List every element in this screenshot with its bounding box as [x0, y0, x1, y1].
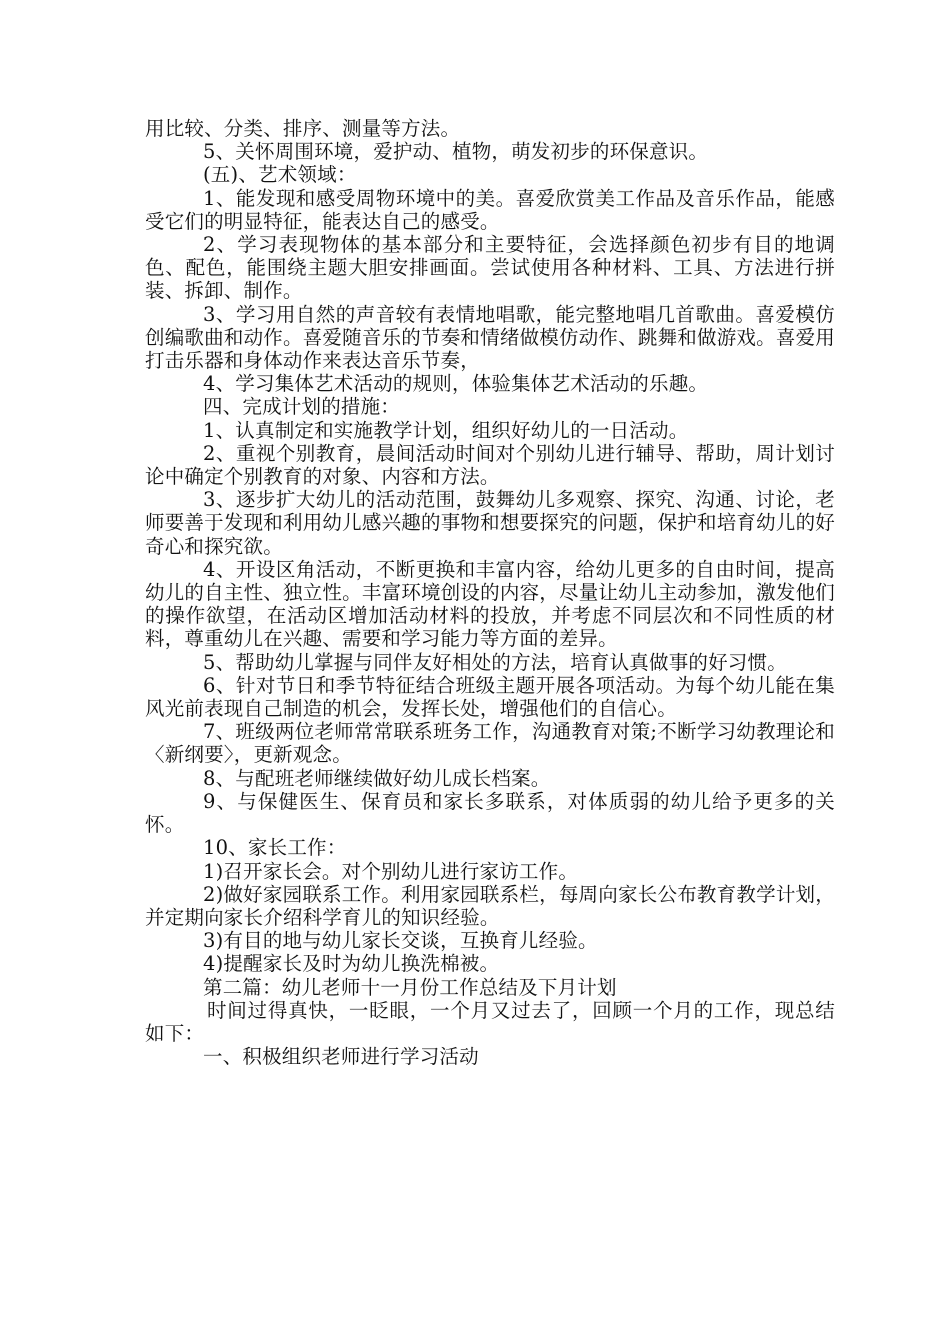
document-body — [145, 117, 835, 1068]
section-heading: (五)、艺术领域： — [203, 163, 357, 187]
paragraph: 3、学习用自然的声音较有表情地唱歌，能完整地唱几首歌曲。喜爱模仿创编歌曲和动作。喜爱随音乐的节奏和情绪做模仿动作、跳舞和做游戏。喜爱用打击乐器和身体动作来表达音乐节奏， — [145, 302, 835, 373]
paragraph: 4、学习集体艺术活动的规则，体验集体艺术活动的乐趣。 — [203, 372, 709, 396]
paragraph: 1)召开家长会。对个别幼儿进行家访工作。 — [203, 859, 579, 883]
paragraph: 5、关怀周围环境，爱护动、植物，萌发初步的环保意识。 — [203, 140, 709, 164]
paragraph: 2)做好家园联系工作。利用家园联系栏，每周向家长公布教育教学计划，并定期向家长介绍科学育儿的知识经验。 — [145, 882, 835, 929]
paragraph: 2、重视个别教育，晨间活动时间对个别幼儿进行辅导、帮助，周计划讨论中确定个别教育的对象、内容和方法。 — [145, 441, 835, 489]
section-heading: 一、积极组织老师进行学习活动 — [203, 1045, 479, 1069]
paragraph: 时间过得真快，一眨眼，一个月又过去了，回顾一个月的工作，现总结如下： — [145, 998, 835, 1045]
paragraph: 8、与配班老师继续做好幼儿成长档案。 — [203, 766, 551, 790]
paragraph: 1、能发现和感受周物环境中的美。喜爱欣赏美工作品及音乐作品，能感受它们的明显特征，能表达自己的感受。 — [145, 186, 835, 233]
paragraph: 6、针对节日和季节特征结合班级主题开展各项活动。为每个幼儿能在集风光前表现自己制造的机会，发挥长处，增强他们的自信心。 — [145, 673, 835, 721]
paragraph: 9、与保健医生、保育员和家长多联系，对体质弱的幼儿给予更多的关怀。 — [145, 789, 835, 837]
paragraph: 7、班级两位老师常常联系班务工作，沟通教育对策;不断学习幼教理论和〈新纲要〉，更新观念。 — [145, 720, 835, 767]
paragraph: 4、开设区角活动，不断更换和丰富内容，给幼儿更多的自由时间，提高幼儿的自主性、独立性。丰富环境创设的内容，尽量让幼儿主动参加，激发他们的操作欲望，在活动区增加活动材料的投放，并考虑不同层次和不同性质的材料，尊重幼儿在兴趣、需要和学习能力等方面的差异。 — [145, 557, 835, 651]
paragraph: 5、帮助幼儿掌握与同伴友好相处的方法，培育认真做事的好习惯。 — [203, 650, 787, 674]
paragraph: 用比较、分类、排序、测量等方法。 — [145, 117, 461, 140]
section-heading: 四、完成计划的措施： — [203, 395, 401, 419]
paragraph: 3)有目的地与幼儿家长交谈，互换育儿经验。 — [203, 929, 598, 953]
paragraph: 2、学习表现物体的基本部分和主要特征，会选择颜色初步有目的地调色、配色，能围绕主题大胆安排画面。尝试使用各种材料、工具、方法进行拼装、拆卸、制作。 — [145, 233, 835, 303]
section-heading: 10、家长工作： — [203, 836, 347, 860]
paragraph: 4)提醒家长及时为幼儿换洗棉被。 — [203, 952, 500, 976]
paragraph: 1、认真制定和实施教学计划，组织好幼儿的一日活动。 — [203, 418, 689, 442]
chapter-heading: 第二篇：幼儿老师十一月份工作总结及下月计划 — [203, 975, 617, 999]
paragraph: 3、逐步扩大幼儿的活动范围，鼓舞幼儿多观察、探究、沟通、讨论，老师要善于发现和利用幼儿感兴趣的事物和想要探究的问题，保护和培育幼儿的好奇心和探究欲。 — [145, 488, 835, 558]
